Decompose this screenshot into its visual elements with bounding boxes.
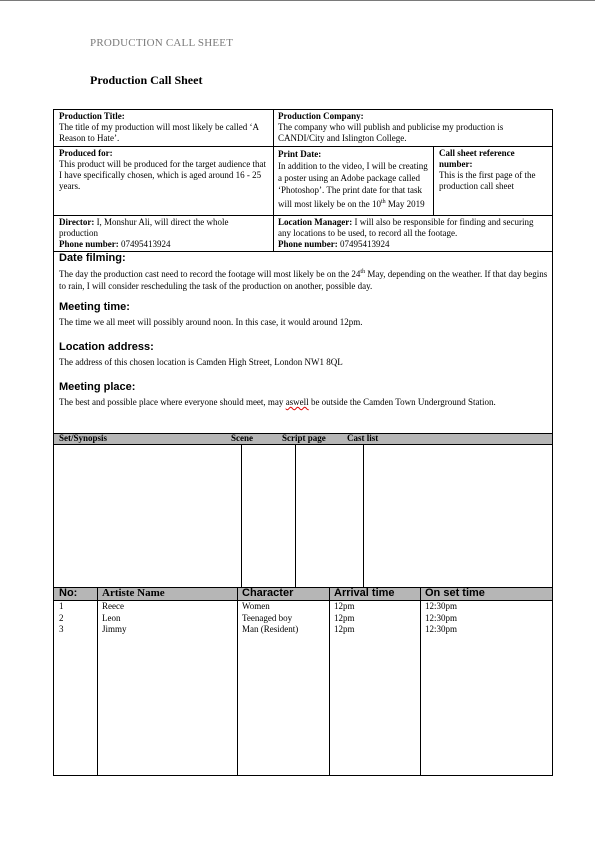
page-header: PRODUCTION CALL SHEET	[90, 37, 234, 49]
produced-for-label: Produced for:	[59, 148, 113, 158]
cast-name-column	[102, 601, 127, 636]
table-row-name: Jimmy	[102, 624, 127, 634]
print-date-body	[278, 160, 428, 210]
director-cell	[54, 216, 273, 251]
table-row-character: Man (Resident)	[242, 624, 299, 634]
cast-character-column	[242, 601, 298, 636]
date-filming-heading: Date filming:	[59, 252, 126, 264]
meeting-place-text-after: be outside the Camden Town Underground Station.	[308, 397, 496, 407]
call-sheet-table	[53, 109, 553, 776]
divider	[97, 587, 98, 776]
print-date-text-after: May 2019	[385, 199, 425, 209]
production-title-text: The title of my production will most likely be called ‘A Reason to Hate’.	[59, 122, 259, 143]
table-row-on-set: 12:30pm	[425, 601, 458, 611]
meeting-place-misspelled-word: aswell	[285, 397, 309, 407]
meeting-place-text	[59, 396, 549, 408]
print-date-superscript: th	[381, 199, 386, 205]
character-header: Character	[242, 587, 294, 599]
reference-cell	[434, 147, 552, 215]
production-title-cell	[54, 110, 273, 146]
divider	[241, 444, 242, 587]
production-company-cell	[273, 110, 553, 146]
produced-for-cell	[54, 147, 273, 215]
divider	[363, 444, 364, 587]
no-header: No:	[59, 587, 78, 599]
cast-list-header: Cast list	[347, 433, 379, 443]
location-manager-text: I will also be responsible for finding and securing any locations to be used, to record all the footage.	[278, 217, 534, 238]
location-manager-label: Location Manager:	[278, 217, 353, 227]
divider	[54, 444, 552, 445]
print-date-text: In addition to the video, I will be creating a poster using an Adobe package called ‘Photoshop’. The print date for that task will most likely be on the 10	[278, 161, 428, 209]
date-filming-text-after: May, depending on the weather. If that day begins to rain, I will consider rescheduling the task of the production on another, possible day.	[59, 269, 548, 291]
table-row-character: Teenaged boy	[242, 612, 293, 623]
date-filming-text	[59, 266, 549, 292]
production-company-label: Production Company:	[278, 111, 364, 121]
table-row-no: 3	[59, 624, 64, 634]
director-phone	[59, 239, 268, 250]
on-set-time-header: On set time	[425, 587, 485, 599]
production-company-text: The company who will publish and publicise my production is CANDI/City and Islington College.	[278, 122, 504, 143]
location-manager-phone-label: Phone number:	[278, 239, 338, 249]
table-row-name: Reece	[102, 601, 124, 611]
divider	[329, 587, 330, 776]
table-row-no: 2	[59, 612, 64, 623]
table-row-no: 1	[59, 601, 64, 611]
table-row-arrival: 12pm	[334, 612, 355, 623]
director-phone-number: 07495413924	[118, 239, 171, 249]
divider	[54, 600, 552, 601]
produced-for-text: This product will be produced for the target audience that I have specifically chosen, which is aged around 16 - 25 years.	[59, 159, 267, 191]
location-manager-phone	[278, 239, 548, 250]
cast-on-set-column	[425, 601, 457, 636]
reference-text: This is the first page of the production call sheet	[439, 170, 536, 191]
director-body	[59, 217, 268, 239]
cast-no-column	[59, 601, 64, 636]
divider	[54, 251, 552, 252]
divider	[295, 444, 296, 587]
location-manager-body	[278, 217, 548, 239]
date-filming-superscript: th	[360, 269, 366, 275]
meeting-time-heading: Meeting time:	[59, 301, 130, 313]
print-date-label: Print Date:	[278, 149, 322, 159]
table-row-arrival: 12pm	[334, 624, 355, 634]
table-row-character: Women	[242, 601, 270, 611]
meeting-place-heading: Meeting place:	[59, 381, 136, 393]
location-address-heading: Location address:	[59, 341, 154, 353]
location-address-text: The address of this chosen location is Camden High Street, London NW1 8QL	[59, 357, 343, 367]
date-filming-text-before: The day the production cast need to record the footage will most likely be on the 24	[59, 269, 361, 279]
artiste-name-header: Artiste Name	[102, 587, 165, 599]
production-title-label: Production Title:	[59, 111, 125, 121]
director-text: I, Monshur Ali, will direct the whole production	[59, 217, 229, 238]
reference-label: Call sheet reference number:	[439, 148, 515, 169]
set-synopsis-header: Set/Synopsis	[59, 433, 108, 443]
page-title: Production Call Sheet	[90, 73, 203, 87]
divider	[237, 587, 238, 776]
page-top-rule	[0, 0, 595, 1]
cast-arrival-column	[334, 601, 355, 636]
table-row-on-set: 12:30pm	[425, 612, 458, 623]
scene-header: Scene	[231, 433, 253, 443]
location-manager-cell	[273, 216, 553, 251]
print-date-cell	[273, 147, 433, 215]
table-row-name: Leon	[102, 612, 121, 623]
table-row-arrival: 12pm	[334, 601, 355, 611]
table-row-on-set: 12:30pm	[425, 624, 458, 634]
script-page-header: Script page	[282, 433, 326, 443]
divider	[420, 587, 421, 776]
arrival-time-header: Arrival time	[334, 587, 395, 599]
director-label: Director:	[59, 217, 95, 227]
director-phone-label: Phone number:	[59, 239, 119, 249]
meeting-place-text-before: The best and possible place where everyone should meet, may	[59, 397, 286, 407]
location-manager-phone-number: 07495413924	[337, 239, 390, 249]
meeting-time-text: The time we all meet will possibly around noon. In this case, it would around 12pm.	[59, 317, 363, 327]
